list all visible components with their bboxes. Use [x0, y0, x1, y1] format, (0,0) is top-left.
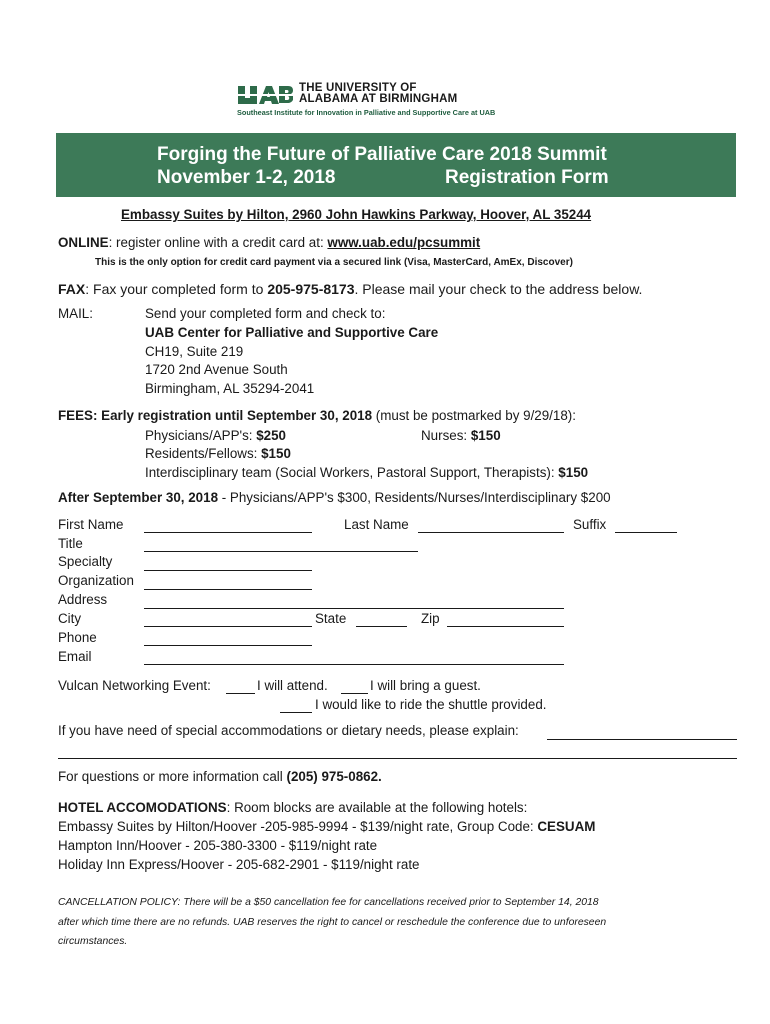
organization-label: Organization: [58, 573, 134, 588]
specialty-field[interactable]: [144, 570, 312, 571]
last-name-field[interactable]: [418, 532, 564, 533]
suffix-label: Suffix: [573, 517, 607, 532]
hotels-heading: [58, 800, 527, 815]
vulcan-label: Vulcan Networking Event:: [58, 678, 211, 693]
fee-physicians-label: Physicians/APP's:: [145, 428, 257, 443]
questions-text: For questions or more information call: [58, 769, 287, 784]
online-text: : register online with a credit card at:: [108, 235, 328, 250]
uab-logo-icon: [237, 85, 293, 105]
fee-residents-label: Residents/Fellows:: [145, 446, 262, 461]
summit-title: Forging the Future of Palliative Care 2018 Summit: [157, 144, 607, 165]
fee-nurses-amount: $150: [470, 428, 501, 443]
title-field[interactable]: [144, 551, 418, 552]
fee-interdisciplinary-label: Interdisciplinary team (Social Workers, Pastoral Support, Therapists):: [145, 465, 559, 480]
mail-org: UAB Center for Palliative and Supportive Care: [145, 325, 439, 340]
specialty-label: Specialty: [58, 554, 113, 569]
fee-interdisciplinary: [145, 465, 588, 480]
mail-address-line-2: 1720 2nd Avenue South: [145, 362, 288, 377]
title-label: Title: [58, 536, 83, 551]
fee-residents-amount: $150: [261, 446, 291, 461]
state-label: State: [315, 611, 347, 626]
fax-number: 205-975-8173: [267, 281, 355, 297]
address-field[interactable]: [144, 608, 564, 609]
fees-postmark: (must be postmarked by 9/29/18):: [372, 408, 576, 423]
email-field[interactable]: [144, 664, 564, 665]
phone-label: Phone: [58, 630, 97, 645]
online-label: ONLINE: [58, 235, 109, 250]
registration-link[interactable]: www.uab.edu/pcsummit: [327, 235, 481, 250]
questions-phone: (205) 975-0862.: [286, 769, 382, 784]
fee-physicians: [145, 428, 286, 443]
hotel-holiday-inn: Holiday Inn Express/Hoover - 205-682-2901 - $119/night rate: [58, 857, 420, 872]
shuttle-blank[interactable]: [280, 712, 312, 713]
mail-address-line-3: Birmingham, AL 35294-2041: [145, 381, 315, 396]
mail-address-line-1: CH19, Suite 219: [145, 344, 244, 359]
fax-label: FAX: [58, 281, 86, 297]
credit-card-note: This is the only option for credit card payment via a secured link (Visa, MasterCard, AmEx, Discover): [95, 257, 573, 268]
fee-interdisciplinary-amount: $150: [558, 465, 589, 480]
guest-blank[interactable]: [341, 693, 368, 694]
hotels-intro: : Room blocks are available at the following hotels:: [226, 800, 528, 815]
hotel-hampton: Hampton Inn/Hoover - 205-380-3300 - $119/night rate: [58, 838, 378, 853]
guest-option: I will bring a guest.: [370, 678, 481, 693]
last-name-label: Last Name: [344, 517, 409, 532]
hotels-label: HOTEL ACCOMODATIONS: [58, 800, 227, 815]
organization-field[interactable]: [144, 589, 312, 590]
fees-heading: [58, 408, 576, 423]
venue-address: Embassy Suites by Hilton, 2960 John Hawkins Parkway, Hoover, AL 35244: [121, 207, 592, 222]
fee-nurses: [421, 428, 501, 443]
state-field[interactable]: [356, 626, 407, 627]
attend-blank[interactable]: [226, 693, 255, 694]
questions-line: [58, 769, 382, 784]
accommodations-field-2[interactable]: [58, 758, 737, 759]
hotel-embassy: [58, 819, 595, 834]
city-label: City: [58, 611, 82, 626]
online-section: [58, 235, 480, 250]
fax-text: : Fax your completed form to: [85, 281, 268, 297]
fax-section: [58, 281, 642, 297]
attend-option: I will attend.: [257, 678, 328, 693]
zip-label: Zip: [421, 611, 440, 626]
fee-physicians-amount: $250: [256, 428, 287, 443]
accommodations-field[interactable]: [547, 739, 737, 740]
late-fees-label: After September 30, 2018: [58, 490, 219, 505]
fee-residents: [145, 446, 291, 461]
shuttle-option: I would like to ride the shuttle provided.: [315, 697, 547, 712]
summit-date: November 1-2, 2018: [157, 167, 336, 188]
cancellation-line-3: circumstances.: [58, 936, 128, 947]
first-name-field[interactable]: [144, 532, 312, 533]
cancellation-line-2: after which time there are no refunds. UAB reserves the right to cancel or reschedule the conference due to unforeseen: [58, 917, 607, 928]
logo-line-2: ALABAMA AT BIRMINGHAM: [299, 93, 458, 105]
mail-intro: Send your completed form and check to:: [145, 306, 386, 321]
suffix-field[interactable]: [615, 532, 677, 533]
form-name: Registration Form: [445, 167, 609, 188]
hotel-group-code: CESUAM: [537, 819, 596, 834]
fax-text-2: . Please mail your check to the address below.: [354, 281, 643, 297]
phone-field[interactable]: [144, 645, 312, 646]
cancellation-line-1: CANCELLATION POLICY: There will be a $50 cancellation fee for cancellations received prior to September 14, 2018: [58, 897, 599, 908]
accommodations-label: If you have need of special accommodations or dietary needs, please explain:: [58, 723, 519, 738]
hotel-embassy-text: Embassy Suites by Hilton/Hoover -205-985-9994 - $139/night rate, Group Code:: [58, 819, 538, 834]
logo-subtitle: Southeast Institute for Innovation in Palliative and Supportive Care at UAB: [237, 108, 496, 117]
fees-label: FEES: Early registration until September 30, 2018: [58, 408, 373, 423]
zip-field[interactable]: [447, 626, 564, 627]
fee-nurses-label: Nurses:: [421, 428, 471, 443]
late-fees-text: - Physicians/APP's $300, Residents/Nurses/Interdisciplinary $200: [218, 490, 611, 505]
address-label: Address: [58, 592, 108, 607]
email-label: Email: [58, 649, 92, 664]
logo-line-1: THE UNIVERSITY OF: [299, 82, 417, 94]
late-fees: [58, 490, 611, 505]
city-field[interactable]: [144, 626, 312, 627]
first-name-label: First Name: [58, 517, 124, 532]
mail-label: MAIL:: [58, 306, 93, 321]
